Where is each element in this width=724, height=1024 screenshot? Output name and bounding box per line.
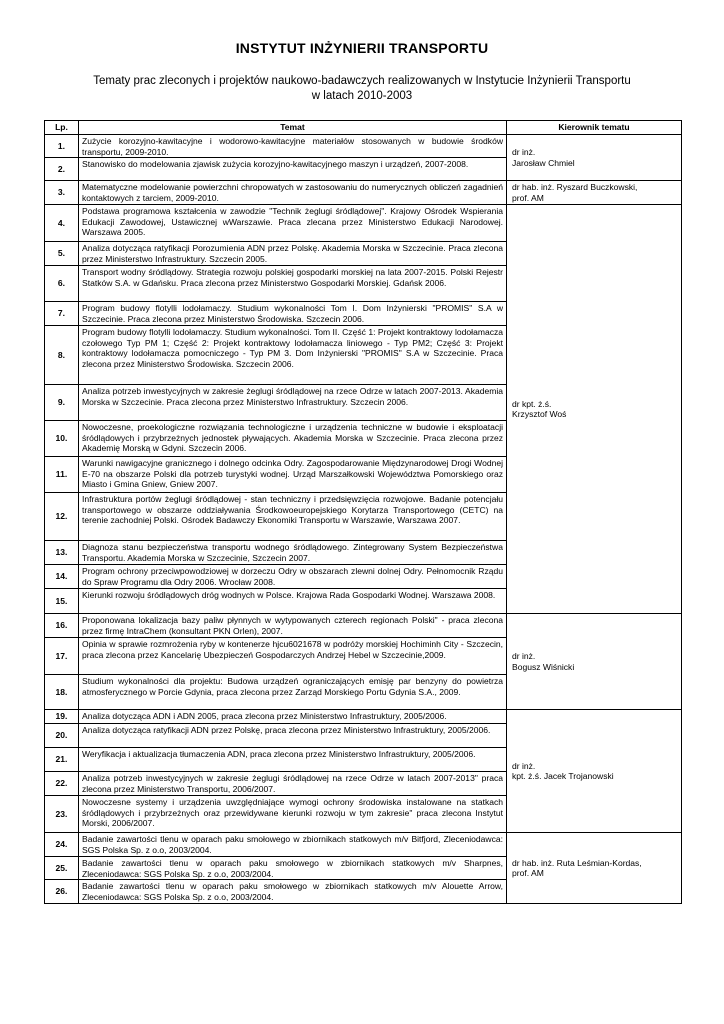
row-number: 6. [45, 266, 79, 302]
page-subtitle [60, 74, 664, 104]
row-topic: Warunki nawigacyjne granicznego i dolnego odcinka Odry. Zagospodarowanie Międzynarodowej Drogi Wodnej E-70 na obszarze Polski dla potrzeb turystyki wodnej. Urząd Marszałkowski Województwa Pomorskiego oraz Miasto i Gmina Gniew, Gniew 2007. [79, 457, 507, 493]
row-topic: Program budowy flotylli lodołamaczy. Studium wykonalności. Tom II. Część 1: Projekt kontraktowy lodołamacza czołowego Typ PM 1; Część 2: Projekt kontraktowy lodołamacza liniowego - Typ PM2; Część 3: Projekt kontraktowy lodołamacza pomocniczego - Typ PM 3. Dom Inżynierski "PROMIS" S.A w Szczecinie. Praca zlecona przez Ministerstwo Środowiska. Szczecin 2006. [79, 326, 507, 385]
row-number: 7. [45, 302, 79, 326]
leader-name: Bogusz Wiśnicki [512, 661, 575, 672]
row-leader [507, 135, 682, 181]
row-number: 3. [45, 181, 79, 205]
leader-name: kpt. ż.ś. Jacek Trojanowski [512, 771, 614, 781]
leader-title: dr hab. inż. Ruta Leśmian-Kordas, [512, 857, 642, 868]
row-topic: Badanie zawartości tlenu w oparach paku smołowego w zbiornikach statkowych m/v Alouette Arrow, Zleceniodawca: SGS Polska Sp. z o.o, 2003/2004. [79, 880, 507, 904]
row-number: 23. [45, 796, 79, 833]
row-topic: Proponowana lokalizacja bazy paliw płynnych w wytypowanych czterech regionach Polski" - praca zlecona przez firmę IntraChem (konsultant PKN Orlen), 2007. [79, 614, 507, 638]
table-row [45, 833, 682, 857]
row-topic: Opinia w sprawie rozmrożenia ryby w kontenerze hjcu6021678 w podróży morskiej Hochiminh City - Szczecin, praca zlecona przez Kancelarię Ubezpieczeń Gospodarczych Andrzej Hebel w Szczecinie,2009. [79, 638, 507, 675]
row-topic: Nowoczesne systemy i urządzenia uwzględniające wymogi ochrony środowiska instalowane na statkach śródlądowych i przybrzeżnych oraz przewidywane kierunki rozwoju w tym zakresie" praca zlecona Instytut Morski, 2006/2007. [79, 796, 507, 833]
header-lp: Lp. [45, 121, 79, 135]
row-number: 15. [45, 589, 79, 614]
table-row [45, 135, 682, 158]
leader-name: prof. AM [512, 192, 544, 203]
row-number: 4. [45, 205, 79, 242]
row-number: 8. [45, 326, 79, 385]
row-number: 16. [45, 614, 79, 638]
row-topic: Zużycie korozyjno-kawitacyjne i wodorowo-kawitacyjne materiałów stosowanych w budowie środków transportu, 2009-2010. [79, 135, 507, 158]
row-number: 25. [45, 857, 79, 880]
leader-title: dr inż. [512, 147, 536, 157]
row-number: 18. [45, 675, 79, 710]
row-topic: Analiza dotycząca ADN i ADN 2005, praca zlecona przez Ministerstwo Infrastruktury, 2005/2006. [79, 710, 507, 724]
row-topic: Analiza dotycząca ratyfikacji ADN przez Polskę, praca zlecona przez Ministerstwo Infrastruktury, 2005/2006. [79, 724, 507, 748]
row-leader [507, 614, 682, 710]
row-number: 9. [45, 385, 79, 421]
row-number: 5. [45, 242, 79, 266]
table-row [45, 614, 682, 638]
row-number: 1. [45, 135, 79, 158]
table-row [45, 205, 682, 242]
row-number: 17. [45, 638, 79, 675]
row-topic: Matematyczne modelowanie powierzchni chropowatych w zastosowaniu do numerycznych obliczeń zagadnień kontaktowych z tarciem, 2009-2010. [79, 181, 507, 205]
topics-table [44, 120, 682, 904]
header-temat: Temat [79, 121, 507, 135]
table-row [45, 710, 682, 724]
table-header-row [45, 121, 682, 135]
row-topic: Analiza potrzeb inwestycyjnych w zakresie żeglugi śródlądowej na rzece Odrze w latach 2007-2013. Akademia Morska w Szczecinie. Praca zlecona przez Ministerstwo Infrastruktury. Szczecin 2006. [79, 385, 507, 421]
row-topic: Badanie zawartości tlenu w oparach paku smołowego w zbiornikach statkowych m/v Bitfjord, Zleceniodawca: SGS Polska Sp. z o.o, 2003/2004. [79, 833, 507, 857]
row-number: 24. [45, 833, 79, 857]
row-number: 22. [45, 772, 79, 796]
table-row [45, 181, 682, 205]
row-topic: Transport wodny śródlądowy. Strategia rozwoju polskiej gospodarki morskiej na lata 2007-2015. Polski Rejestr Statków S.A. w Gdańsku. Praca zlecona przez Ministerstwo Gospodarki Morskiej. Gdańsk 2006. [79, 266, 507, 302]
leader-title: dr kpt. ż.ś. [512, 398, 552, 409]
row-number: 19. [45, 710, 79, 724]
row-number: 10. [45, 421, 79, 457]
row-topic: Weryfikacja i aktualizacja tłumaczenia ADN, praca zlecona przez Ministerstwo Infrastruktury, 2005/2006. [79, 748, 507, 772]
row-number: 21. [45, 748, 79, 772]
row-topic: Kierunki rozwoju śródlądowych dróg wodnych w Polsce. Krajowa Rada Gospodarki Wodnej. Warszawa 2008. [79, 589, 507, 614]
leader-name: prof. AM [512, 868, 544, 878]
subtitle-line-1: Tematy prac zleconych i projektów naukowo-badawczych realizowanych w Instytucie Inżynierii Transportu [93, 75, 631, 87]
row-topic: Program budowy flotylli lodołamaczy. Studium wykonalności Tom I. Dom Inżynierski "PROMIS" S.A w Szczecinie. Praca zlecona przez Ministerstwo Środowiska. Szczecin 2006. [79, 302, 507, 326]
row-topic: Nowoczesne, proekologiczne rozwiązania technologiczne i urządzenia techniczne w budowie i eksploatacji śródlądowych i przybrzeżnych jednostek pływających. Akademia Morska w Szczecinie. Praca zlecona przez Akademię Morską w Gdyni. Szczecin 2006. [79, 421, 507, 457]
row-leader [507, 181, 682, 205]
row-leader [507, 710, 682, 833]
row-number: 2. [45, 158, 79, 181]
leader-title: dr inż. [512, 651, 536, 661]
row-leader [507, 205, 682, 614]
row-number: 20. [45, 724, 79, 748]
leader-title: dr inż. [512, 760, 536, 771]
row-number: 26. [45, 880, 79, 904]
row-topic: Program ochrony przeciwpowodziowej w dorzeczu Odry w obszarach zlewni dolnej Odry. Pełnomocnik Rządu do Spraw Programu dla Odry 2006. Wrocław 2008. [79, 565, 507, 589]
row-topic: Stanowisko do modelowania zjawisk zużycia korozyjno-kawitacyjnego maszyn i urządzeń, 2007-2008. [79, 158, 507, 181]
row-topic: Infrastruktura portów żeglugi śródlądowej - stan techniczny i przedsięwzięcia rozwojowe. Badanie potencjału transportowego w obszarze oddziaływania Środkowoeuropejskiego Korytarza Transportowego (CETC) na terenie zachodniej Polski. Ośrodek Badawczy Ekonomiki Transportu w Warszawie, Warszawa 2007. [79, 493, 507, 541]
row-leader [507, 833, 682, 904]
row-topic: Badanie zawartości tlenu w oparach paku smołowego w zbiornikach statkowych m/v Sharpnes, Zleceniodawca: SGS Polska Sp. z o.o, 2003/2004. [79, 857, 507, 880]
row-number: 12. [45, 493, 79, 541]
row-number: 13. [45, 541, 79, 565]
row-number: 14. [45, 565, 79, 589]
row-topic: Studium wykonalności dla projektu: Budowa urządzeń ograniczających emisję par benzyny do powietrza atmosferycznego w Porcie Gdynia, praca zlecona przez Zarząd Morskiego Portu Gdynia S.A., 2009. [79, 675, 507, 710]
page-title: INSTYTUT INŻYNIERII TRANSPORTU [235, 40, 489, 56]
row-number: 11. [45, 457, 79, 493]
leader-name: Krzysztof Woś [512, 409, 567, 419]
subtitle-line-2: w latach 2010-2003 [311, 90, 413, 102]
row-topic: Analiza potrzeb inwestycyjnych w zakresie żeglugi śródlądowej na rzece Odrze w latach 2007-2013" praca zlecona przez Ministerstwo Transportu, 2006/2007. [79, 772, 507, 796]
leader-name: Jarosław Chmiel [512, 157, 575, 168]
row-topic: Analiza dotycząca ratyfikacji Porozumienia ADN przez Polskę. Akademia Morska w Szczecinie. Praca zlecona przez Ministerstwo Infrastruktury. Szczecin 2005. [79, 242, 507, 266]
row-topic: Podstawa programowa kształcenia w zawodzie "Technik żeglugi śródlądowej". Krajowy Ośrodek Wspierania Edukacji Zawodowej, Ustawicznej wWarszawie. Praca zlecana przez Ministerstwo Edukacji Narodowej. Warszawa 2005. [79, 205, 507, 242]
leader-title: dr hab. inż. Ryszard Buczkowski, [512, 182, 638, 192]
row-topic: Diagnoza stanu bezpieczeństwa transportu wodnego śródlądowego. Zintegrowany System Bezpieczeństwa Transportu. Akademia Morska w Szczecinie, Szczecin 2007. [79, 541, 507, 565]
header-kierownik: Kierownik tematu [507, 121, 682, 135]
